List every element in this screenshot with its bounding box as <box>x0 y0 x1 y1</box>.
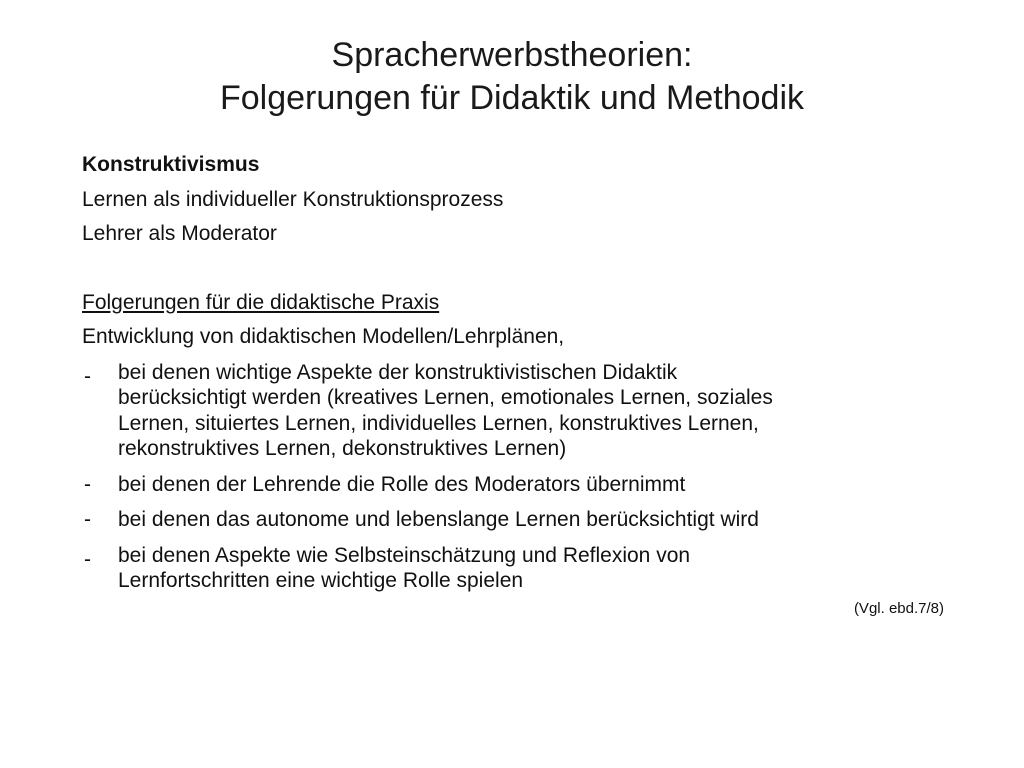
bullet-4-line-1: bei denen Aspekte wie Selbsteinschätzung und Reflexion von <box>118 543 691 567</box>
bullet-1-line-4: rekonstruktives Lernen, dekonstruktives Lernen) <box>118 437 567 460</box>
bullet-1-line-3: Lernen, situiertes Lernen, individuelles Lernen, konstruktives Lernen, <box>118 411 759 435</box>
bullet-item-1 <box>82 356 942 467</box>
bullet-marker: - <box>84 547 91 571</box>
topic-heading: Konstruktivismus <box>82 153 260 176</box>
bullet-1-line-2: berücksichtigt werden (kreatives Lernen, emotionales Lernen, soziales <box>118 386 773 409</box>
bullet-marker: - <box>84 508 91 531</box>
bullet-marker: - <box>84 472 91 496</box>
bullet-text <box>118 360 942 462</box>
bullet-2-line-1: bei denen der Lehrende die Rolle des Moderators übernimmt <box>118 472 686 496</box>
slide-title-line-2: Folgerungen für Didaktik und Methodik <box>220 79 804 117</box>
source-citation: (Vgl. ebd.7/8) <box>853 600 944 617</box>
slide-title-line-1: Spracherwerbstheorien: <box>331 36 693 74</box>
paragraph-spacer <box>82 252 942 286</box>
slide-body <box>82 148 942 599</box>
bullet-item-4 <box>82 539 942 599</box>
intro-line-1: Lernen als individueller Konstruktionsprozess <box>82 187 504 211</box>
section-heading: Folgerungen für die didaktische Praxis <box>82 290 440 314</box>
bullet-marker: - <box>84 364 91 388</box>
bullet-text <box>118 468 942 503</box>
section-intro: Entwicklung von didaktischen Modellen/Lehrplänen, <box>82 325 565 348</box>
slide-title <box>82 34 942 120</box>
bullet-text <box>118 503 942 538</box>
intro-line-2: Lehrer als Moderator <box>82 222 277 245</box>
bullet-4-line-2: Lernfortschritten eine wichtige Rolle spielen <box>118 569 524 592</box>
bullet-3-line-1: bei denen das autonome und lebenslange Lernen berücksichtigt wird <box>118 508 759 531</box>
bullet-item-2 <box>82 468 942 503</box>
bullet-text <box>118 543 942 594</box>
bullet-item-3 <box>82 503 942 538</box>
bullet-1-line-1: bei denen wichtige Aspekte der konstruktivistischen Didaktik <box>118 360 678 384</box>
